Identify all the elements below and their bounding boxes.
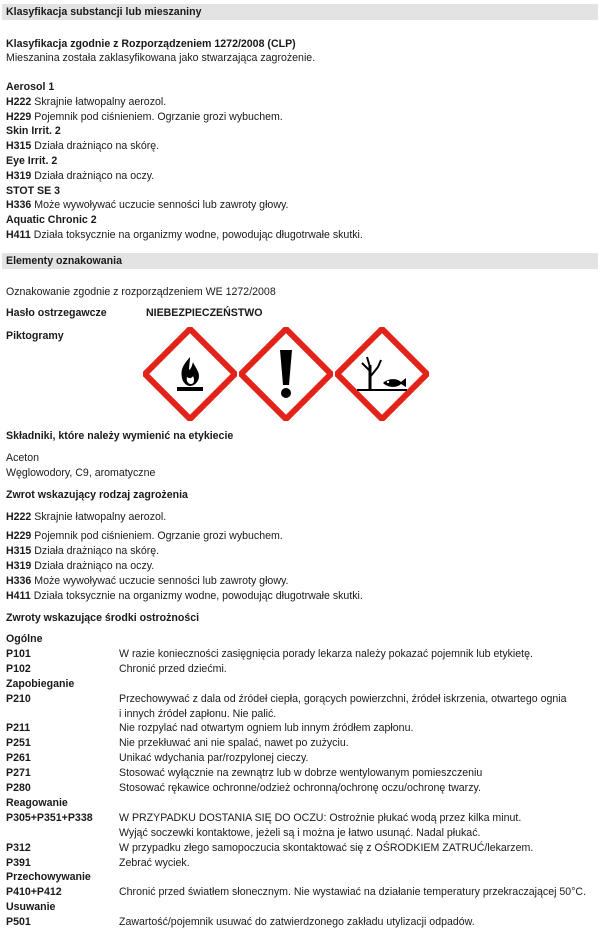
hazard-heading: Zwrot wskazujący rodzaj zagrożenia: [6, 489, 188, 501]
ingredient-2: Węglowodory, C9, aromatyczne: [6, 467, 156, 479]
hazard-statement: [6, 530, 283, 543]
precaution-text: W przypadku złego samopoczucia skontaktować się z OŚRODKIEM ZATRUĆ/lekarzem.: [119, 841, 534, 854]
precaution-text: Chronić przed dziećmi.: [119, 662, 227, 675]
hazard-text: Skrajnie łatwopalny aerozol.: [31, 511, 167, 523]
labeling-regulation: Oznakowanie zgodnie z rozporządzeniem WE 1272/2008: [6, 286, 276, 298]
section-header-classification: Klasyfikacja substancji lub mieszaniny: [2, 4, 598, 20]
precaution-group-heading: Usuwanie: [6, 901, 56, 914]
precaution-text: Chronić przed światłem słonecznym. Nie wystawiać na działanie temperatury przekraczającej 50°C.: [119, 886, 587, 899]
hazard-class: Aerosol 1: [6, 81, 55, 93]
hazard-statement: [6, 140, 159, 153]
hazard-statement: [6, 560, 154, 573]
hazard-statement: [6, 170, 154, 183]
pictograms-label: Piktogramy: [6, 330, 64, 342]
precaution-text: W PRZYPADKU DOSTANIA SIĘ DO OCZU: Ostrożnie płukać wodą przez kilka minut.: [119, 811, 522, 824]
precaution-text: Nie przekłuwać ani nie spalać, nawet po zużyciu.: [119, 737, 349, 750]
precaution-code: P101: [6, 647, 31, 660]
hazard-code: H411: [6, 229, 31, 241]
precaution-group-heading: Przechowywanie: [6, 871, 91, 884]
hazard-code: H229: [6, 530, 32, 542]
precaution-code: P271: [6, 767, 31, 780]
precaution-code: P391: [6, 856, 31, 869]
hazard-text: Działa toksycznie na organizmy wodne, powodując długotrwałe skutki.: [30, 590, 363, 602]
exclamation-pictogram: [239, 327, 333, 421]
hazard-statement: [6, 199, 288, 212]
hazard-statement: [6, 511, 166, 524]
hazard-statement: [6, 590, 363, 603]
signal-word-label: Hasło ostrzegawcze: [6, 307, 107, 319]
hazard-class: Eye Irrit. 2: [6, 155, 58, 167]
precaution-text: i innych źródeł zapłonu. Nie palić.: [119, 707, 277, 720]
hazard-text: Pojemnik pod ciśnieniem. Ogrzanie grozi wybuchem.: [31, 110, 283, 123]
precaution-code: P261: [6, 752, 31, 765]
hazard-statement: [6, 229, 363, 242]
hazard-code: H315: [6, 140, 32, 153]
precaution-code: P102: [6, 662, 31, 675]
precaution-code: P501: [6, 916, 31, 929]
hazard-text: Skrajnie łatwopalny aerozol.: [31, 95, 167, 108]
hazard-code: H315: [6, 545, 32, 557]
precaution-heading: Zwroty wskazujące środki ostrożności: [6, 612, 200, 624]
hazard-text: Działa toksycznie na organizmy wodne, powodując długotrwałe skutki.: [30, 229, 363, 241]
hazard-statement: [6, 545, 159, 558]
precaution-code: P211: [6, 722, 31, 735]
precaution-code: P210: [6, 692, 31, 705]
precaution-text: Unikać wdychania par/rozpylonej cieczy.: [119, 752, 309, 765]
section-header-label-elements: Elementy oznakowania: [2, 253, 598, 269]
hazard-text: Może wywoływać uczucie senności lub zawroty głowy.: [31, 199, 289, 212]
precaution-code: P312: [6, 841, 31, 854]
environment-pictogram: [335, 327, 429, 421]
precaution-text: Zawartość/pojemnik usuwać do zatwierdzonego zakładu utylizacji odpadów.: [119, 916, 475, 929]
flame-pictogram: [143, 327, 237, 421]
precaution-code: P305+P351+P338: [6, 811, 93, 824]
ingredient-1: Aceton: [6, 452, 39, 464]
hazard-statement: [6, 111, 283, 124]
hazard-text: Pojemnik pod ciśnieniem. Ogrzanie grozi wybuchem.: [31, 530, 283, 542]
classification-heading: Klasyfikacja zgodnie z Rozporządzeniem 1272/2008 (CLP): [6, 38, 296, 50]
precaution-text: Zebrać wyciek.: [119, 856, 190, 869]
precaution-text: Nie rozpylać nad otwartym ogniem lub innym źródłem zapłonu.: [119, 722, 414, 735]
precaution-text: Przechowywać z dala od źródeł ciepła, gorących powierzchni, źródeł iskrzenia, otwartego ognia: [119, 692, 567, 705]
hazard-text: Działa drażniąco na skórę.: [31, 545, 160, 557]
hazard-text: Działa drażniąco na oczy.: [31, 169, 155, 182]
precaution-text: Stosować wyłącznie na zewnątrz lub w dobrze wentylowanym pomieszczeniu: [119, 767, 483, 780]
hazard-class: Skin Irrit. 2: [6, 125, 61, 138]
precaution-code: P251: [6, 737, 31, 750]
precaution-group-heading: Ogólne: [6, 633, 43, 645]
hazard-statement: [6, 96, 166, 109]
classification-description: Mieszanina została zaklasyfikowana jako stwarzająca zagrożenie.: [6, 52, 316, 64]
precaution-text: Wyjąć soczewki kontaktowe, jeżeli są i można je łatwo usunąć. Nadal płukać.: [119, 826, 481, 839]
hazard-code: H336: [6, 575, 32, 587]
precaution-code: P280: [6, 782, 31, 794]
hazard-class: STOT SE 3: [6, 184, 60, 197]
precaution-text: Stosować rękawice ochronne/odzież ochronną/ochronę oczu/ochronę twarzy.: [119, 782, 481, 794]
signal-word: NIEBEZPIECZEŃSTWO: [146, 307, 263, 319]
hazard-code: H222: [6, 95, 32, 108]
precaution-group-heading: Reagowanie: [6, 796, 68, 809]
hazard-statement: [6, 575, 288, 588]
hazard-code: H229: [6, 110, 32, 123]
hazard-class: Aquatic Chronic 2: [6, 214, 97, 227]
hazard-code: H319: [6, 560, 32, 572]
hazard-code: H336: [6, 199, 32, 212]
hazard-code: H319: [6, 169, 32, 182]
hazard-text: Może wywoływać uczucie senności lub zawroty głowy.: [31, 575, 289, 587]
precaution-text: W razie konieczności zasięgnięcia porady lekarza należy pokazać pojemnik lub etykietę.: [119, 647, 533, 660]
hazard-code: H411: [6, 590, 31, 602]
ingredients-heading: Składniki, które należy wymienić na etykiecie: [6, 430, 234, 442]
precaution-code: P410+P412: [6, 886, 62, 899]
hazard-code: H222: [6, 511, 32, 523]
precaution-group-heading: Zapobieganie: [6, 677, 75, 690]
hazard-text: Działa drażniąco na skórę.: [31, 140, 160, 153]
hazard-text: Działa drażniąco na oczy.: [31, 560, 155, 572]
